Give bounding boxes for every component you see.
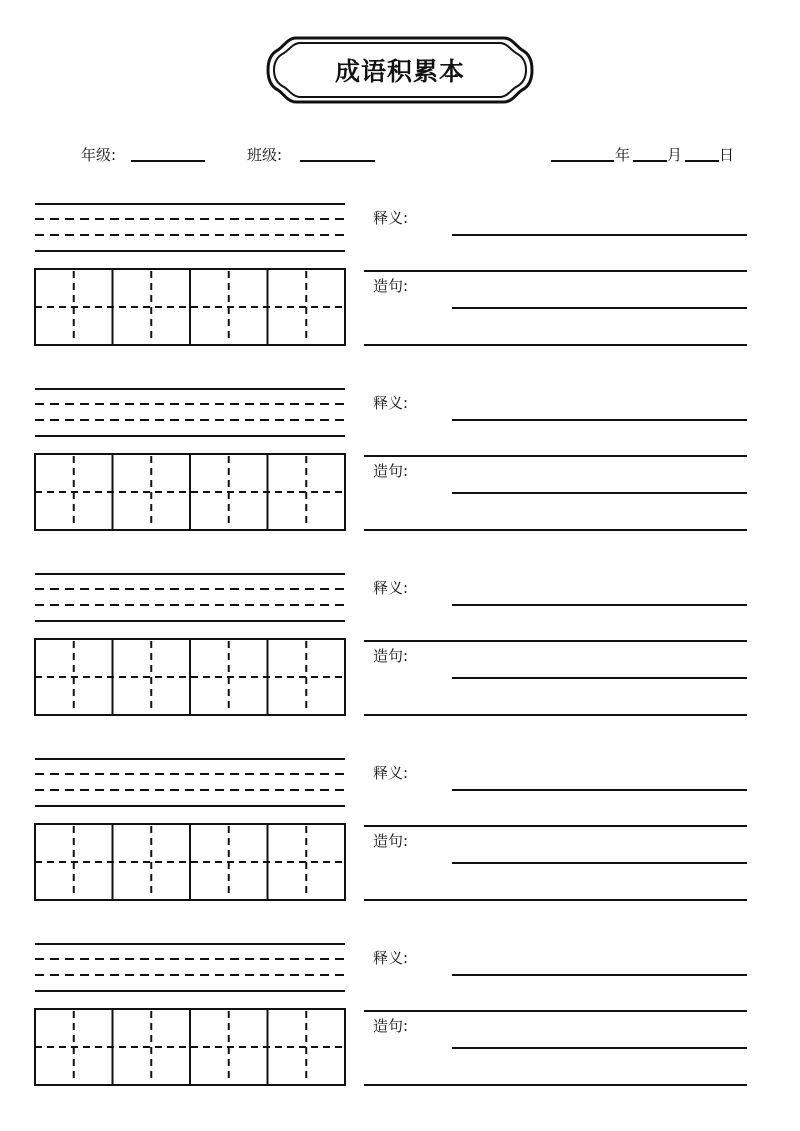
sentence-label: 造句: xyxy=(373,277,409,295)
day-label: 日 xyxy=(719,146,735,164)
year-label: 年 xyxy=(615,146,631,164)
sentence-label: 造句: xyxy=(373,462,409,480)
page-title: 成语积累本 xyxy=(334,57,465,86)
month-label: 月 xyxy=(667,146,683,164)
class-label: 班级: xyxy=(247,146,283,164)
meaning-label: 释义: xyxy=(373,579,409,597)
day-blank[interactable] xyxy=(685,160,719,162)
grade-blank[interactable] xyxy=(131,160,205,162)
class-blank[interactable] xyxy=(300,160,375,162)
grade-label: 年级: xyxy=(81,146,117,164)
sentence-label: 造句: xyxy=(373,832,409,850)
meaning-label: 释义: xyxy=(373,209,409,227)
meaning-label: 释义: xyxy=(373,394,409,412)
sentence-label: 造句: xyxy=(373,1017,409,1035)
meaning-label: 释义: xyxy=(373,949,409,967)
month-blank[interactable] xyxy=(633,160,667,162)
year-blank[interactable] xyxy=(551,160,614,162)
meaning-label: 释义: xyxy=(373,764,409,782)
sentence-label: 造句: xyxy=(373,647,409,665)
